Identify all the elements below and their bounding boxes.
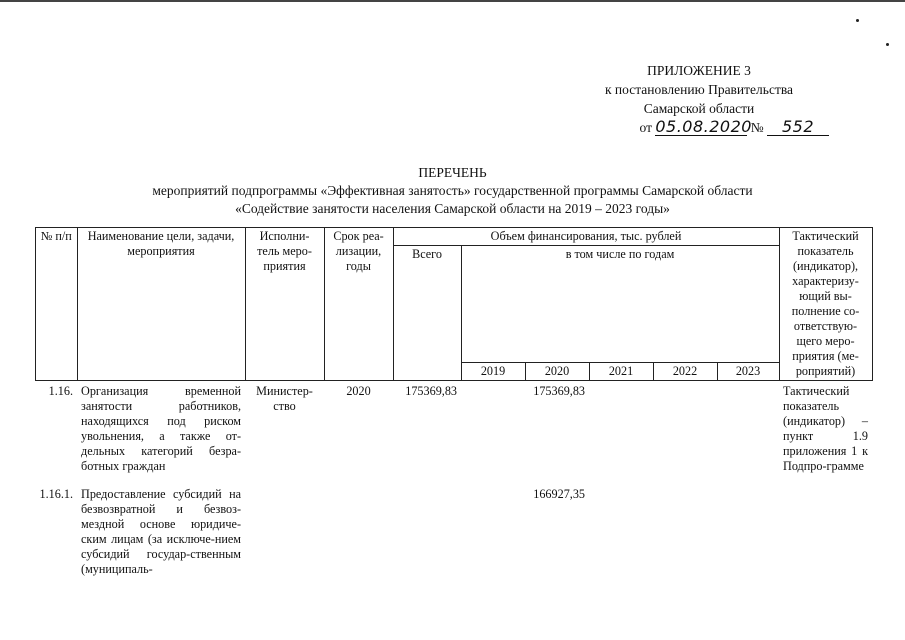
header-period: Срок реа-лизации, годы [324,228,393,381]
header-by-years: в том числе по годам [461,246,779,363]
title-subtitle: «Содействие занятости населения Самарской области на 2019 – 2023 годы» [235,201,670,216]
header-year: 2023 [717,363,779,381]
row-period: 2020 [346,384,371,398]
row-2022 [653,486,717,578]
row-2019 [461,381,525,487]
row-2022 [653,381,717,487]
handwritten-number: 552 [767,119,829,136]
header-year: 2022 [653,363,717,381]
row-2023 [717,381,779,487]
scan-top-edge [0,0,905,2]
document-title [0,164,905,218]
header-funding: Объем финансирования, тыс. рублей [393,228,779,246]
appendix-line: к постановлению Правительства [604,82,794,97]
row-total: 175369,83 [405,384,458,398]
row-name: Организация временной занятости работников, находящихся под риском увольнения, а также от-дельных категорий безра-ботных граждан [81,384,242,473]
row-2020: 166927,35 [533,487,586,501]
scan-speck [886,43,889,46]
row-2020: 175369,83 [533,384,586,398]
appendix-line: ПРИЛОЖЕНИЕ 3 [647,63,751,78]
row-2019 [461,486,525,578]
row-num: 1.16.1. [39,487,74,501]
scan-speck [856,19,859,22]
activities-table [35,227,873,578]
title-heading: ПЕРЕЧЕНЬ [418,165,487,180]
row-2023 [717,486,779,578]
appendix-header [569,61,829,137]
row-2021 [589,486,653,578]
row-indicator: Тактический показатель (индикатор) – пункт 1.9 приложения 1 к Подпро-грамме [783,384,869,473]
table-row [36,381,873,487]
number-sign: № [750,120,764,135]
row-total [393,486,461,578]
header-total: Всего [393,246,461,381]
appendix-line: Самарской области [643,101,755,116]
header-indicator: Тактический показатель (индикатор), характеризу-ющий вы-полнение со-ответствую-щего меро-приятия (ме-роприятий) [779,228,872,381]
header-name: Наименование цели, задачи, мероприятия [77,228,245,381]
header-year: 2020 [525,363,589,381]
title-subtitle: мероприятий подпрограммы «Эффективная занятость» государственной программы Самарской области [152,183,753,198]
header-year: 2019 [461,363,525,381]
table-row [36,486,873,578]
row-num: 1.16. [48,384,74,398]
header-num: № п/п [36,228,78,381]
handwritten-date: 05.08.2020 [655,117,752,136]
row-period [324,486,393,578]
row-name: Предоставление субсидий на безвозвратной и безвоз-мездной основе юридиче-ским лицам (за исключе-нием субсидий государ-ственным (муниципаль- [81,487,242,576]
header-year: 2021 [589,363,653,381]
row-executor [245,486,324,578]
date-prefix: от [639,120,652,135]
header-executor: Исполни-тель меро-приятия [245,228,324,381]
row-executor: Министер-ство [256,384,313,413]
decree-date-line [569,118,829,137]
row-2021 [589,381,653,487]
